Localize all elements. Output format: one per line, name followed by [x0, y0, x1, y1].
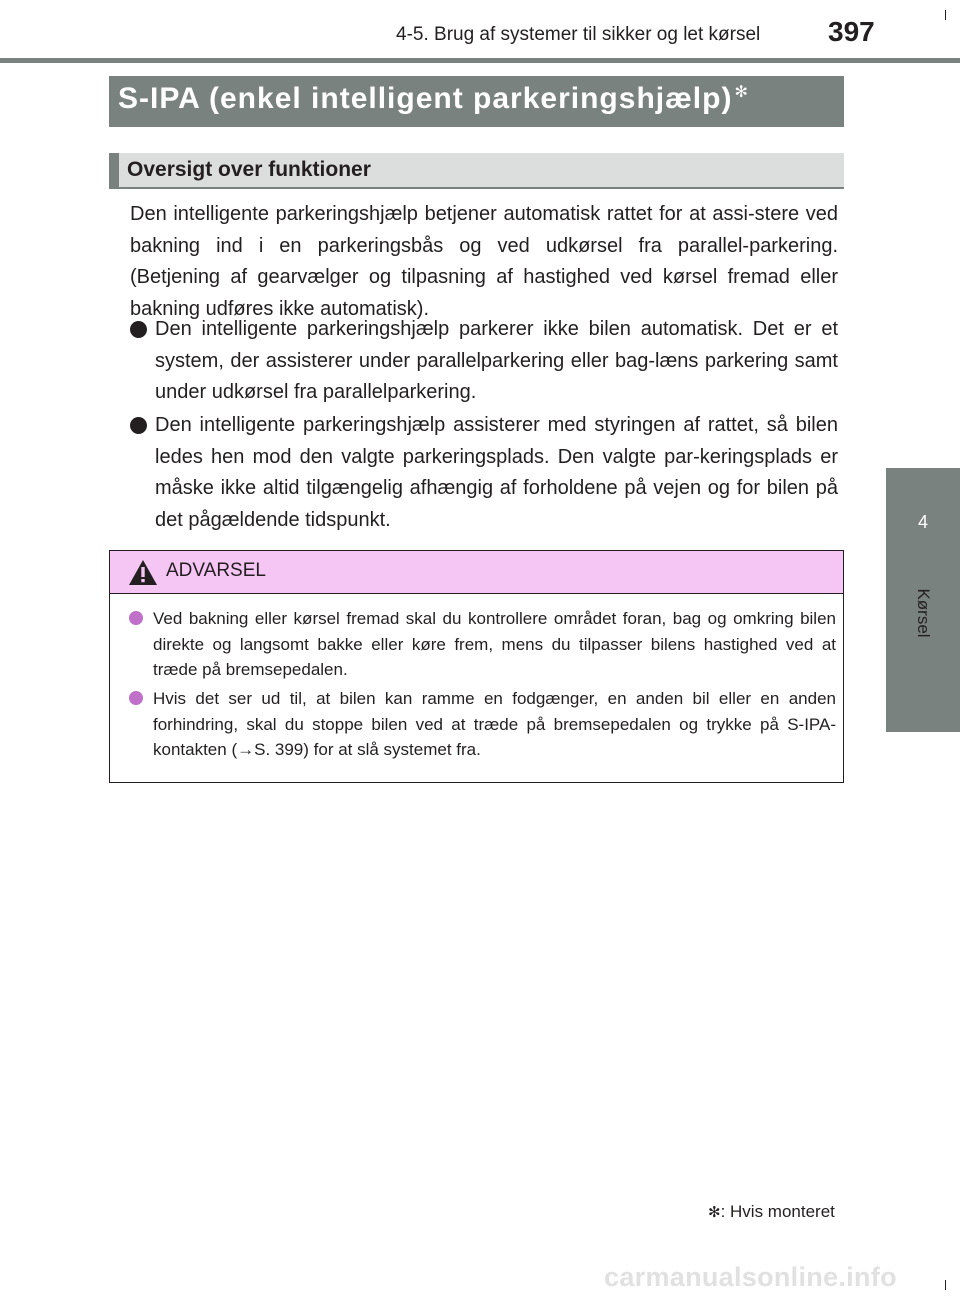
list-item	[130, 314, 838, 409]
crop-mark	[945, 10, 946, 20]
warning-triangle-icon	[128, 559, 158, 586]
warning-item-text: Ved bakning eller kørsel fremad skal du kontrollere området foran, bag og omkring bilen direkte og langsomt bakke eller køre frem, mens du tilpasser bilens hastighed ved at træde på bremsepedalen.	[153, 609, 836, 679]
bullet-icon	[130, 321, 147, 338]
list-item-text: Den intelligente parkeringshjælp assisterer med styringen af rattet, så bilen ledes hen mod den valgte parkeringsplads. Den valgte par-keringsplads er måske ikke altid tilgængelig afhængig af forholdene på vejen og for bilen på det pågældende tidspunkt.	[155, 414, 838, 531]
footnote	[708, 1202, 835, 1222]
warning-bullet-icon	[129, 611, 143, 625]
page-number: 397	[828, 16, 875, 47]
bullet-icon	[130, 417, 147, 434]
chapter-tab-label: Kørsel	[914, 588, 933, 638]
watermark: carmanualsonline.info	[604, 1262, 897, 1292]
header-rule	[0, 58, 960, 63]
chapter-title: 4-5. Brug af systemer til sikker og let kørsel	[396, 24, 761, 45]
subsection-rule	[109, 187, 844, 189]
subsection-accent	[109, 153, 119, 187]
warning-item-text: Hvis det ser ud til, at bilen kan ramme en fodgænger, en anden bil eller en anden forhindring, skal du stoppe bilen ved at træde på bremsepedalen og trykke på S-IPA-kontakten (→S. 399) for at slå systemet fra.	[153, 689, 836, 759]
chapter-tab-number: 4	[917, 512, 928, 532]
warning-item	[129, 606, 836, 683]
intro-paragraph: Den intelligente parkeringshjælp betjener automatisk rattet for at assi-stere ved bakning ind i en parkeringsbås og ved udkørsel fra parallel-parkering. (Betjening af gearvælger og tilpasning af hastighed ved kørsel fremad eller bakning udføres ikke automatisk).	[130, 203, 838, 320]
optional-equipment-marker: ✻	[734, 84, 749, 101]
crop-mark	[945, 1280, 946, 1290]
section-title	[118, 82, 749, 116]
warning-label: ADVARSEL	[166, 560, 266, 581]
list-item	[130, 410, 838, 536]
list-item-text: Den intelligente parkeringshjælp parkerer ikke bilen automatisk. Det er et system, der assisterer under parallelparkering eller bag-læns parkering samt under udkørsel fra parallelparkering.	[155, 318, 838, 403]
warning-bullet-icon	[129, 691, 143, 705]
footnote-marker: ✻	[708, 1204, 721, 1221]
subsection-title: Oversigt over funktioner	[127, 158, 371, 181]
section-title-text: S-IPA (enkel intelligent parkeringshjælp)	[118, 82, 733, 115]
warning-item	[129, 686, 836, 763]
footnote-text: : Hvis monteret	[720, 1202, 835, 1221]
